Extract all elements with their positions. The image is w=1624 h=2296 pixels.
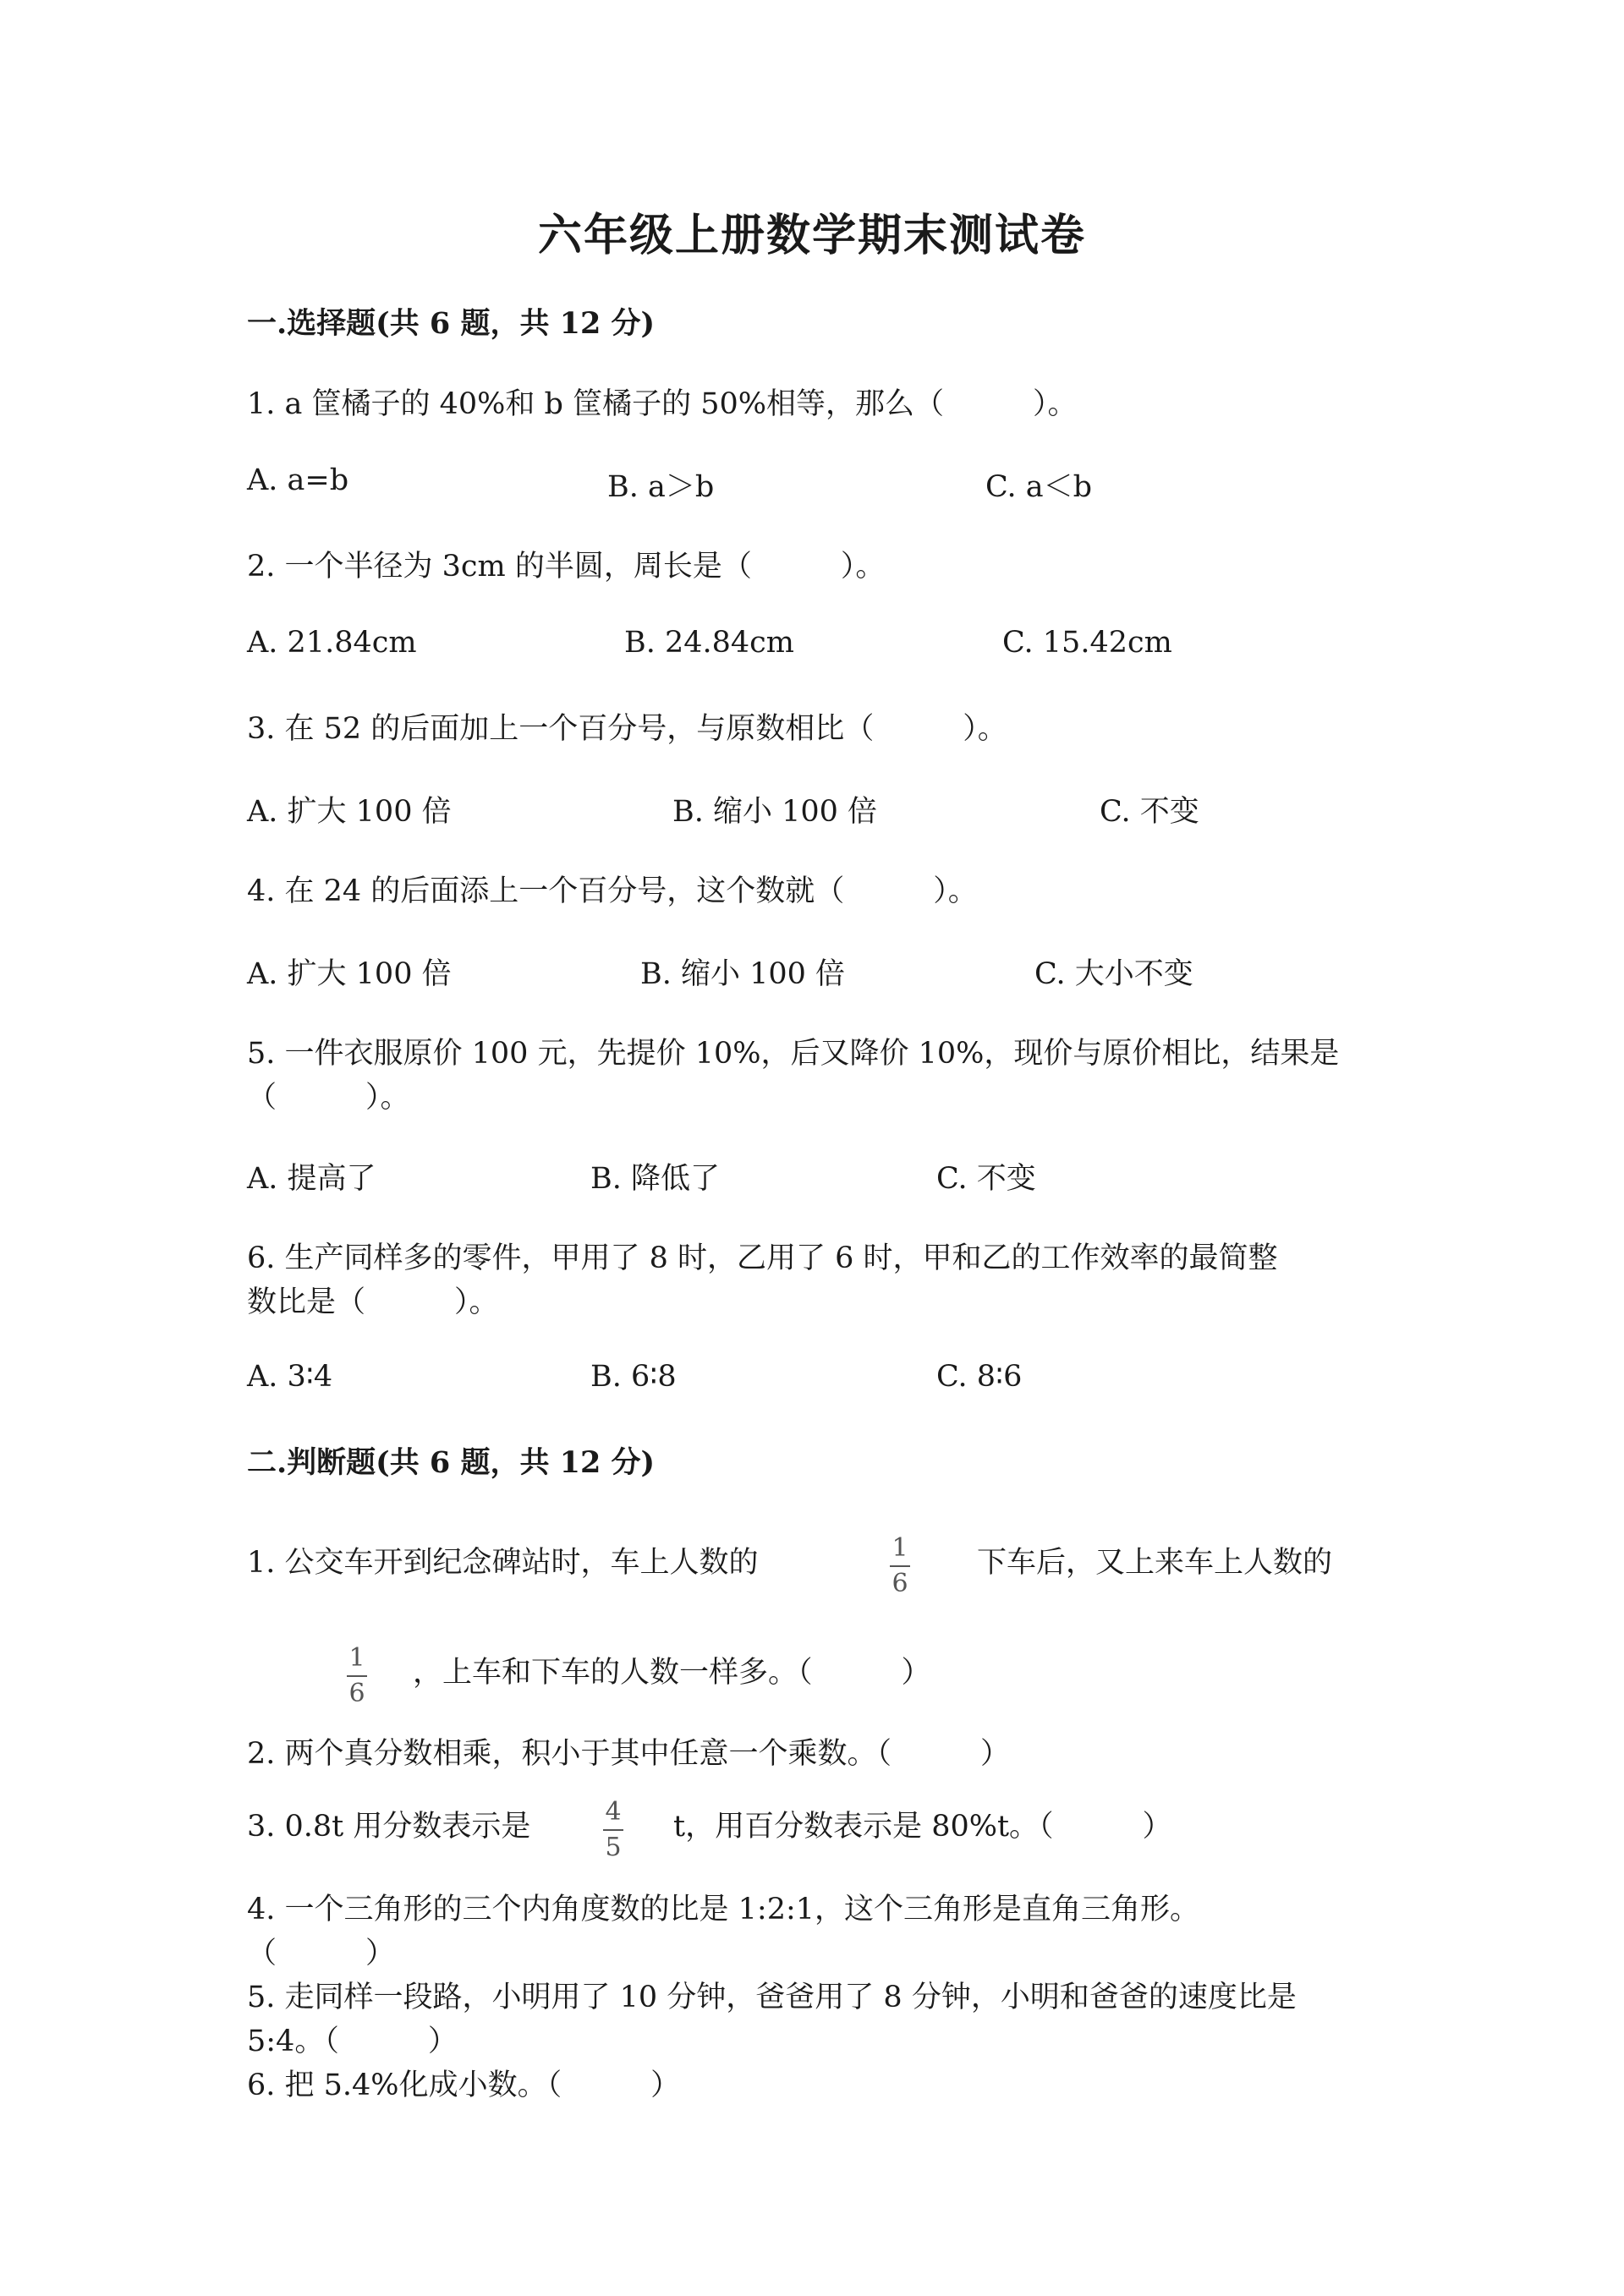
fraction-numerator: 4 <box>605 1797 622 1827</box>
fraction-bar <box>603 1829 623 1831</box>
question-5-option-b: B. 降低了 <box>590 1162 720 1196</box>
question-3-stem: 3. 在 52 的后面加上一个百分号，与原数相比（ ）。 <box>247 712 1007 746</box>
question-5-option-c: C. 不变 <box>936 1162 1036 1196</box>
fraction-one-sixth-2 <box>347 1643 367 1708</box>
tf-question-1-part2: 下车后，又上来车上人数的 <box>977 1546 1333 1580</box>
question-1-option-a: A. a=b <box>247 463 349 497</box>
section-heading-true-false: 二.判断题(共 6 题，共 12 分) <box>247 1445 656 1480</box>
tf-question-5-line1: 5. 走同样一段路，小明用了 10 分钟，爸爸用了 8 分钟，小明和爸爸的速度比是 <box>247 1981 1297 2014</box>
tf-question-3-part1: 3. 0.8t 用分数表示是 <box>247 1810 531 1844</box>
section-heading-multiple-choice: 一.选择题(共 6 题，共 12 分) <box>247 306 656 341</box>
question-3-option-c: C. 不变 <box>1100 795 1199 829</box>
tf-question-1-part3: ，上车和下车的人数一样多。（ ） <box>413 1656 931 1690</box>
question-1-option-c: C. a＜b <box>985 470 1093 504</box>
question-2-option-c: C. 15.42cm <box>1002 626 1172 660</box>
question-4-option-c: C. 大小不变 <box>1034 957 1193 991</box>
question-3-option-a: A. 扩大 100 倍 <box>247 795 452 829</box>
question-5-option-a: A. 提高了 <box>247 1162 376 1196</box>
question-4-option-a: A. 扩大 100 倍 <box>247 957 452 991</box>
tf-question-5-line2: 5:4。（ ） <box>247 2025 458 2058</box>
question-6-option-b: B. 6∶8 <box>590 1360 677 1394</box>
tf-question-4-line2: （ ） <box>247 1937 396 1970</box>
question-3-option-b: B. 缩小 100 倍 <box>672 795 878 829</box>
exam-title: 六年级上册数学期末测试卷 <box>537 210 1086 261</box>
question-6-stem-line2: 数比是（ ）。 <box>247 1285 499 1319</box>
question-4-stem: 4. 在 24 的后面添上一个百分号，这个数就（ ）。 <box>247 874 978 908</box>
question-4-option-b: B. 缩小 100 倍 <box>640 957 846 991</box>
fraction-bar <box>890 1565 910 1567</box>
question-2-option-b: B. 24.84cm <box>624 626 794 660</box>
fraction-one-sixth <box>890 1533 910 1598</box>
fraction-denominator: 6 <box>348 1679 365 1708</box>
tf-question-6: 6. 把 5.4%化成小数。（ ） <box>247 2069 681 2102</box>
question-1-option-b: B. a＞b <box>607 470 715 504</box>
fraction-bar <box>347 1675 367 1677</box>
question-2-option-a: A. 21.84cm <box>247 626 417 660</box>
fraction-denominator: 5 <box>605 1833 622 1862</box>
tf-question-4-line1: 4. 一个三角形的三个内角度数的比是 1:2:1，这个三角形是直角三角形。 <box>247 1893 1200 1926</box>
question-5-stem-line1: 5. 一件衣服原价 100 元，先提价 10%，后又降价 10%，现价与原价相比，结果是 <box>247 1037 1340 1071</box>
fraction-four-fifths <box>603 1797 623 1862</box>
question-6-option-a: A. 3∶4 <box>247 1360 333 1394</box>
question-2-stem: 2. 一个半径为 3cm 的半圆，周长是（ ）。 <box>247 550 886 584</box>
question-6-option-c: C. 8∶6 <box>936 1360 1023 1394</box>
tf-question-3-part2: t，用百分数表示是 80%t。（ ） <box>673 1810 1172 1844</box>
fraction-numerator: 1 <box>892 1533 908 1563</box>
fraction-numerator: 1 <box>348 1643 365 1673</box>
tf-question-1-part1: 1. 公交车开到纪念碑站时，车上人数的 <box>247 1546 759 1580</box>
question-6-stem-line1: 6. 生产同样多的零件，甲用了 8 时，乙用了 6 时，甲和乙的工作效率的最简整 <box>247 1241 1278 1275</box>
fraction-denominator: 6 <box>892 1569 908 1598</box>
question-5-stem-line2: （ ）。 <box>247 1081 410 1115</box>
question-1-stem: 1. a 筐橘子的 40%和 b 筐橘子的 50%相等，那么（ ）。 <box>247 387 1078 421</box>
tf-question-2: 2. 两个真分数相乘，积小于其中任意一个乘数。（ ） <box>247 1737 1011 1771</box>
